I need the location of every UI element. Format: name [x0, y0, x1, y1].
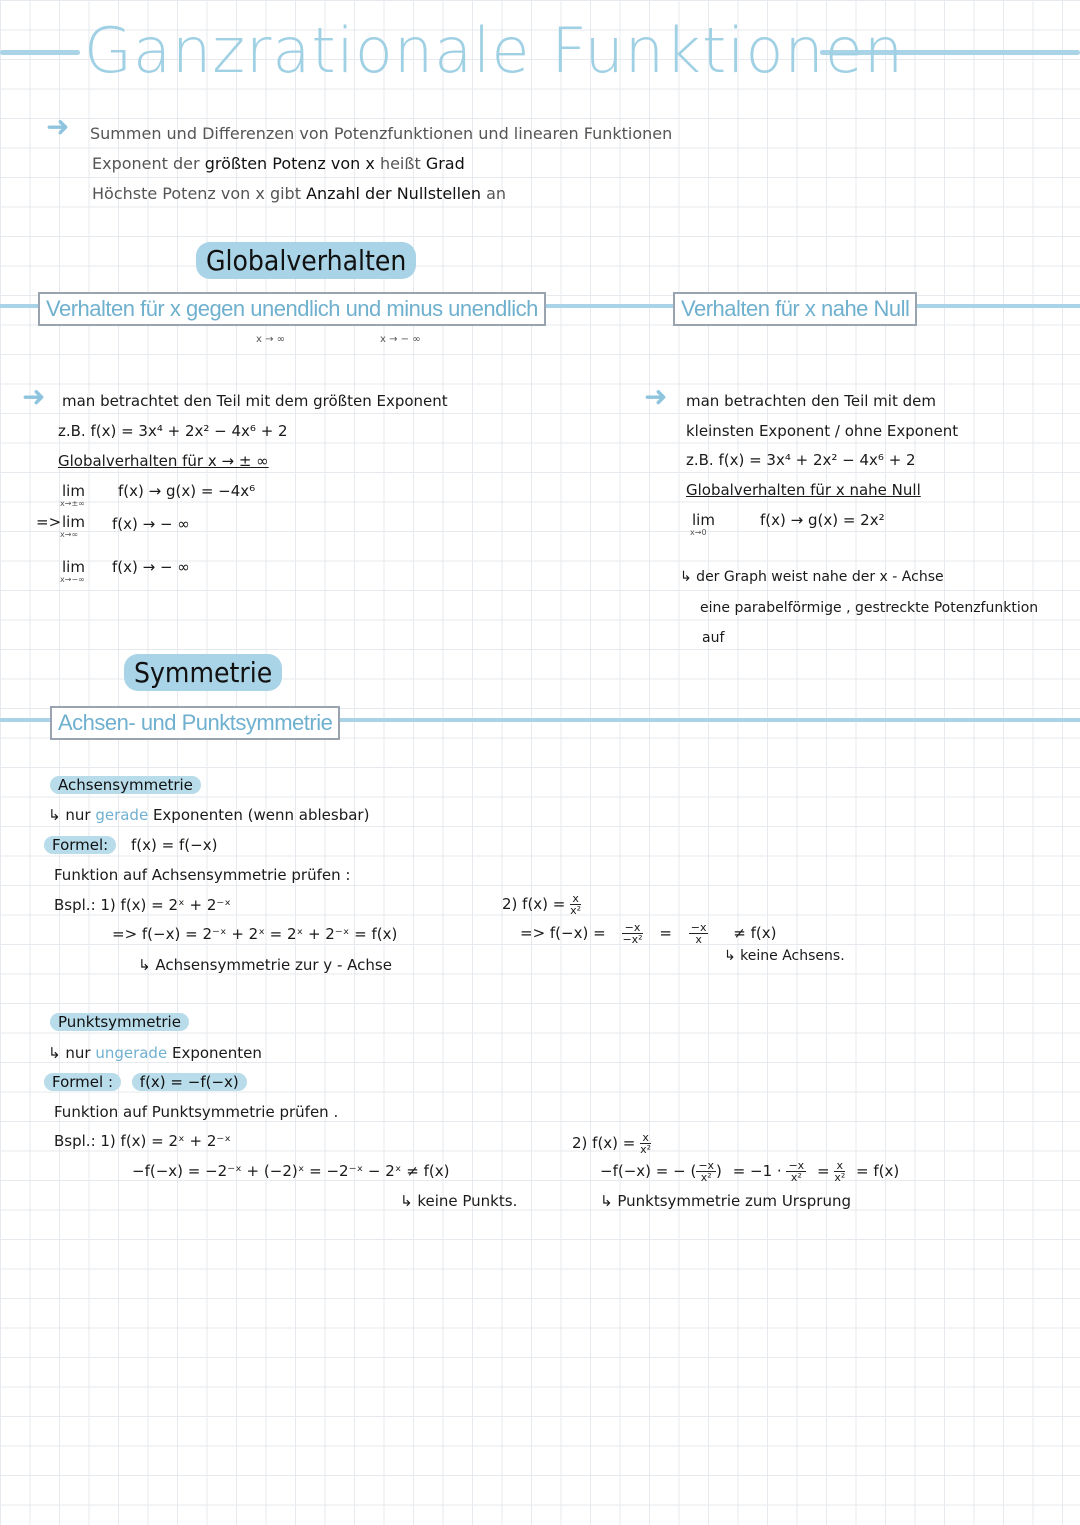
- axis-ex2-neq: ≠ f(x): [733, 924, 777, 942]
- lim-sub: x→0: [690, 528, 707, 537]
- point-ex2-line3: ↳ Punktsymmetrie zum Ursprung: [600, 1192, 852, 1210]
- denominator: x²: [640, 1143, 652, 1156]
- lim-sub: x→±∞: [60, 499, 85, 508]
- lim-label: lim: [62, 558, 85, 576]
- point-ex2-times: = −1 ·: [732, 1162, 782, 1180]
- point-ex2-f: 2) f(x) =: [572, 1134, 636, 1152]
- point-formula: f(x) = −f(−x): [132, 1073, 247, 1091]
- point-ex2-line1: [572, 1132, 651, 1155]
- point-ex1-line3: ↳ keine Punkts.: [400, 1192, 518, 1210]
- lim-result-3: f(x) → − ∞: [112, 558, 190, 576]
- intro-is-called: heißt: [379, 154, 421, 173]
- fraction: [640, 1132, 651, 1155]
- box-heading-near-zero: Verhalten für x nahe Null: [673, 292, 917, 326]
- sub-x-to-minus-inf: x → − ∞: [380, 334, 421, 345]
- point-formula-label: Formel :: [44, 1073, 121, 1091]
- point-ex1-line1: Bspl.: 1) f(x) = 2ˣ + 2⁻ˣ: [54, 1132, 231, 1150]
- axis-rule-line: [48, 806, 369, 824]
- label-axis-symmetry: Achsensymmetrie: [50, 776, 201, 794]
- box-heading-infinity: Verhalten für x gegen unendlich und minus unendlich: [38, 292, 546, 326]
- point-check: Funktion auf Punktsymmetrie prüfen .: [54, 1103, 339, 1121]
- axis-formula: f(x) = f(−x): [131, 836, 218, 854]
- numerator: x: [834, 1160, 845, 1172]
- denominator: x²: [570, 904, 582, 917]
- intro-line-3: [92, 184, 506, 203]
- rule-global-mid: [525, 304, 673, 308]
- lim-label: lim: [62, 513, 85, 531]
- axis-even: gerade: [95, 806, 149, 824]
- intro-zeros: Anzahl der Nullstellen: [306, 184, 482, 203]
- axis-ex2-line2: [520, 922, 776, 945]
- point-only: ↳ nur: [48, 1044, 91, 1062]
- fraction: [622, 922, 642, 945]
- global-right-line-2: kleinsten Exponent / ohne Exponent: [686, 422, 959, 440]
- axis-ex1-line3: ↳ Achsensymmetrie zur y - Achse: [138, 956, 392, 974]
- page-title-area: [0, 8, 1080, 98]
- lim-result-2: f(x) → − ∞: [112, 515, 190, 533]
- numerator: x: [640, 1132, 651, 1144]
- point-rule-line: [48, 1044, 262, 1062]
- global-right-heading: Globalverhalten für x nahe Null: [686, 481, 921, 499]
- point-odd: ungerade: [95, 1044, 168, 1062]
- intro-gives: gibt: [269, 184, 301, 203]
- axis-formula-line: [44, 836, 217, 854]
- rule-global-right: [910, 304, 1080, 308]
- fraction: [689, 922, 709, 945]
- section-heading-global: Globalverhalten: [196, 242, 416, 279]
- denominator: x²: [834, 1171, 846, 1184]
- implies-symbol: =>: [36, 513, 62, 531]
- intro-an: an: [486, 184, 507, 203]
- global-left-example: z.B. f(x) = 3x⁴ + 2x² − 4x⁶ + 2: [58, 422, 288, 440]
- numerator: −x: [788, 1159, 805, 1172]
- rule-symmetry-left: [0, 718, 52, 722]
- axis-ex2-f: 2) f(x) =: [502, 895, 566, 913]
- global-right-example: z.B. f(x) = 3x⁴ + 2x² − 4x⁶ + 2: [686, 451, 916, 469]
- rule-global-left: [0, 304, 40, 308]
- global-left-heading: Globalverhalten für x → ± ∞: [58, 452, 269, 470]
- note-line-1: ↳ der Graph weist nahe der x - Achse: [680, 569, 944, 585]
- intro-highest-power: Höchste Potenz von x: [92, 184, 265, 203]
- axis-ex1-line1: Bspl.: 1) f(x) = 2ˣ + 2⁻ˣ: [54, 896, 231, 914]
- note-line-3: auf: [702, 630, 725, 646]
- global-left-line-1: man betrachtet den Teil mit dem größten Exponent: [62, 392, 448, 410]
- denominator: x: [695, 933, 702, 946]
- section-heading-symmetry: Symmetrie: [124, 654, 282, 691]
- axis-ex1-line2: => f(−x) = 2⁻ˣ + 2ˣ = 2ˣ + 2⁻ˣ = f(x): [112, 925, 398, 943]
- title-line-left: [0, 50, 80, 55]
- point-ex2-mfmx: −f(−x) = −: [600, 1162, 686, 1180]
- arrow-icon: ➜: [46, 110, 70, 143]
- fraction: [786, 1160, 806, 1183]
- paren-open: (: [690, 1162, 697, 1180]
- lim-label: lim: [692, 511, 715, 529]
- axis-ex2-line3: ↳ keine Achsens.: [724, 948, 845, 964]
- point-ex2-eq-fx: = f(x): [856, 1162, 900, 1180]
- axis-ex2-line1: [502, 893, 581, 916]
- point-exponents: Exponenten: [171, 1044, 262, 1062]
- axis-formula-label: Formel:: [44, 836, 116, 854]
- lim-label: lim: [62, 482, 85, 500]
- global-right-line-1: man betrachten den Teil mit dem: [686, 392, 936, 410]
- label-point-symmetry: Punktsymmetrie: [50, 1013, 189, 1031]
- point-ex1-line2: −f(−x) = −2⁻ˣ + (−2)ˣ = −2⁻ˣ − 2ˣ ≠ f(x): [132, 1162, 450, 1180]
- numerator: −x: [698, 1159, 715, 1172]
- intro-degree: Grad: [425, 154, 465, 173]
- numerator: −x: [622, 922, 642, 934]
- page-title: Ganzrationale Funktionen: [84, 14, 905, 87]
- axis-check: Funktion auf Achsensymmetrie prüfen :: [54, 866, 351, 884]
- lim-sub: x→∞: [60, 530, 79, 539]
- point-formula-line: [44, 1073, 247, 1091]
- fraction: [570, 893, 581, 916]
- intro-line-1: Summen und Differenzen von Potenzfunktionen und linearen Funktionen: [90, 124, 673, 143]
- denominator: −x²: [622, 933, 643, 946]
- point-ex2-line2: [600, 1160, 899, 1183]
- fraction: [834, 1160, 845, 1183]
- note-line-2: eine parabelförmige , gestreckte Potenzfunktion: [700, 600, 1039, 616]
- axis-exponents: Exponenten (wenn ablesbar): [152, 806, 370, 824]
- paren-close: ): [716, 1162, 722, 1180]
- equals: =: [816, 1162, 830, 1180]
- rule-symmetry-right: [333, 718, 1080, 722]
- denominator: x²: [700, 1171, 712, 1184]
- arrow-icon: ➜: [644, 380, 668, 413]
- lim-result-1: f(x) → g(x) = −4x⁶: [118, 482, 256, 500]
- axis-ex2-fmx: => f(−x) =: [520, 924, 606, 942]
- numerator: −x: [690, 921, 707, 934]
- denominator: x²: [790, 1171, 802, 1184]
- equals: =: [659, 924, 672, 942]
- intro-biggest-power: größten Potenz von x: [204, 154, 375, 173]
- box-heading-symmetry: Achsen- und Punktsymmetrie: [50, 706, 340, 740]
- intro-line-2: [92, 154, 465, 173]
- lim-sub: x→−∞: [60, 575, 85, 584]
- intro-exponent: Exponent der: [92, 154, 200, 173]
- sub-x-to-inf: x → ∞: [256, 334, 285, 345]
- lim-result-right: f(x) → g(x) = 2x²: [760, 511, 885, 529]
- fraction: [696, 1160, 716, 1183]
- axis-only: ↳ nur: [48, 806, 91, 824]
- arrow-icon: ➜: [22, 380, 46, 413]
- numerator: x: [570, 893, 581, 905]
